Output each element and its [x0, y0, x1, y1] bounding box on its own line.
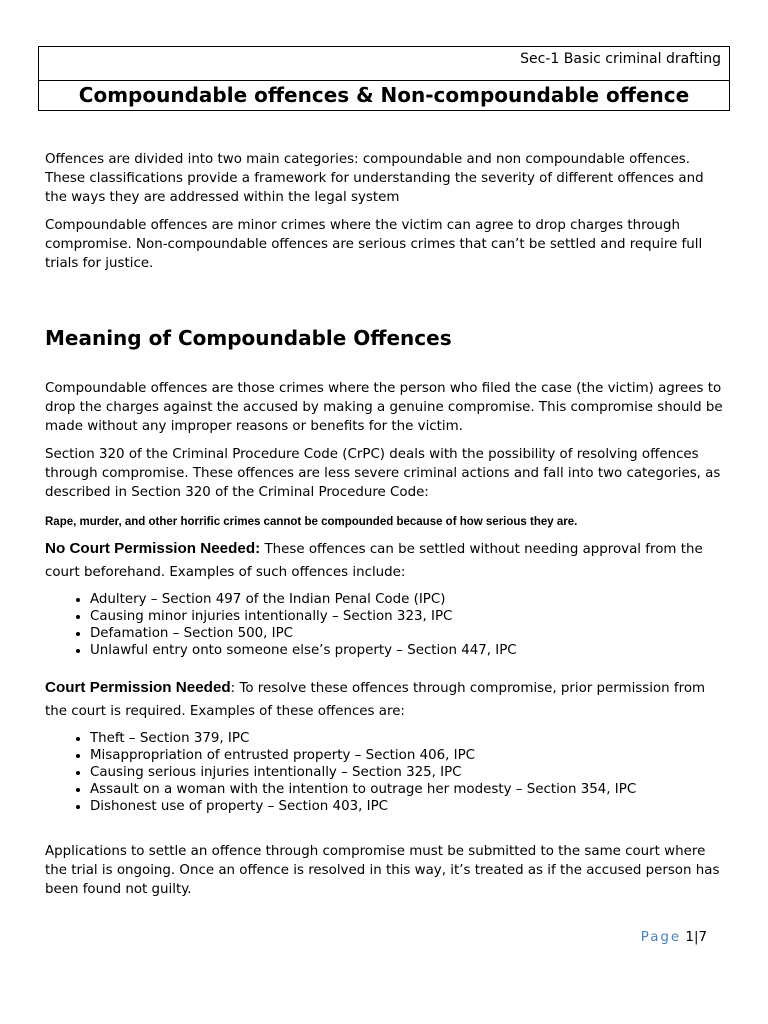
document-title: Compoundable offences & Non-compoundable offence [78, 83, 690, 107]
no-permission-list [45, 591, 725, 659]
serious-crimes-note: Rape, murder, and other horrific crimes cannot be compounded because of how serious they are. [45, 516, 578, 528]
no-permission-text: These offences can be settled without needing approval from the court beforehand. Examples of such offences include: [45, 542, 703, 580]
document-header [38, 46, 730, 111]
list-item: • Defamation – Section 500, IPC [90, 625, 725, 642]
permission-paragraph [45, 677, 725, 723]
permission-list [45, 730, 725, 815]
list-item: • Assault on a woman with the intention to outrage her modesty – Section 354, IPC [90, 781, 725, 798]
section-label: Sec-1 Basic criminal drafting [39, 47, 729, 81]
intro-paragraph-1: Offences are divided into two main categories: compoundable and non compoundable offences. These classifications provide a framework for understanding the severity of different offences and the ways they are addressed within the legal system [45, 152, 704, 205]
meaning-paragraph-2: Section 320 of the Criminal Procedure Code (CrPC) deals with the possibility of resolving offences through compromise. These offences are less severe criminal actions and fall into two categories, as described in Section 320 of the Criminal Procedure Code: [45, 447, 721, 500]
list-item: • Causing minor injuries intentionally – Section 323, IPC [90, 608, 725, 625]
permission-label: Court Permission Needed [45, 679, 231, 696]
page-number: 1 [685, 930, 694, 945]
list-item: • Misappropriation of entrusted property – Section 406, IPC [90, 747, 725, 764]
permission-text: : To resolve these offences through compromise, prior permission from the court is required. Examples of these offences are: [45, 681, 706, 719]
no-permission-paragraph [45, 538, 725, 584]
page-total: 7 [698, 930, 707, 945]
page-separator: | [693, 930, 699, 945]
list-item: • Theft – Section 379, IPC [90, 730, 725, 747]
list-item: • Unlawful entry onto someone else’s property – Section 447, IPC [90, 642, 725, 659]
intro-paragraph-2: Compoundable offences are minor crimes where the victim can agree to drop charges through compromise. Non-compoundable offences are serious crimes that can’t be settled and require full trials for justice. [45, 218, 703, 271]
section-heading: Meaning of Compoundable Offences [45, 326, 452, 350]
meaning-paragraph-1: Compoundable offences are those crimes where the person who filed the case (the victim) agrees to drop the charges against the accused by making a genuine compromise. This compromise should be made without any improper reasons or benefits for the victim. [45, 381, 723, 434]
no-permission-label: No Court Permission Needed: [45, 540, 261, 557]
document-body [45, 150, 725, 899]
list-item: • Adultery – Section 497 of the Indian Penal Code (IPC) [90, 591, 725, 608]
list-item: • Dishonest use of property – Section 403, IPC [90, 798, 725, 815]
page-footer [641, 930, 707, 945]
list-item: • Causing serious injuries intentionally – Section 325, IPC [90, 764, 725, 781]
page-word: Page [640, 930, 682, 945]
closing-paragraph: Applications to settle an offence through compromise must be submitted to the same court where the trial is ongoing. Once an offence is resolved in this way, it’s treated as if the accused person has been found not guilty. [45, 844, 720, 897]
